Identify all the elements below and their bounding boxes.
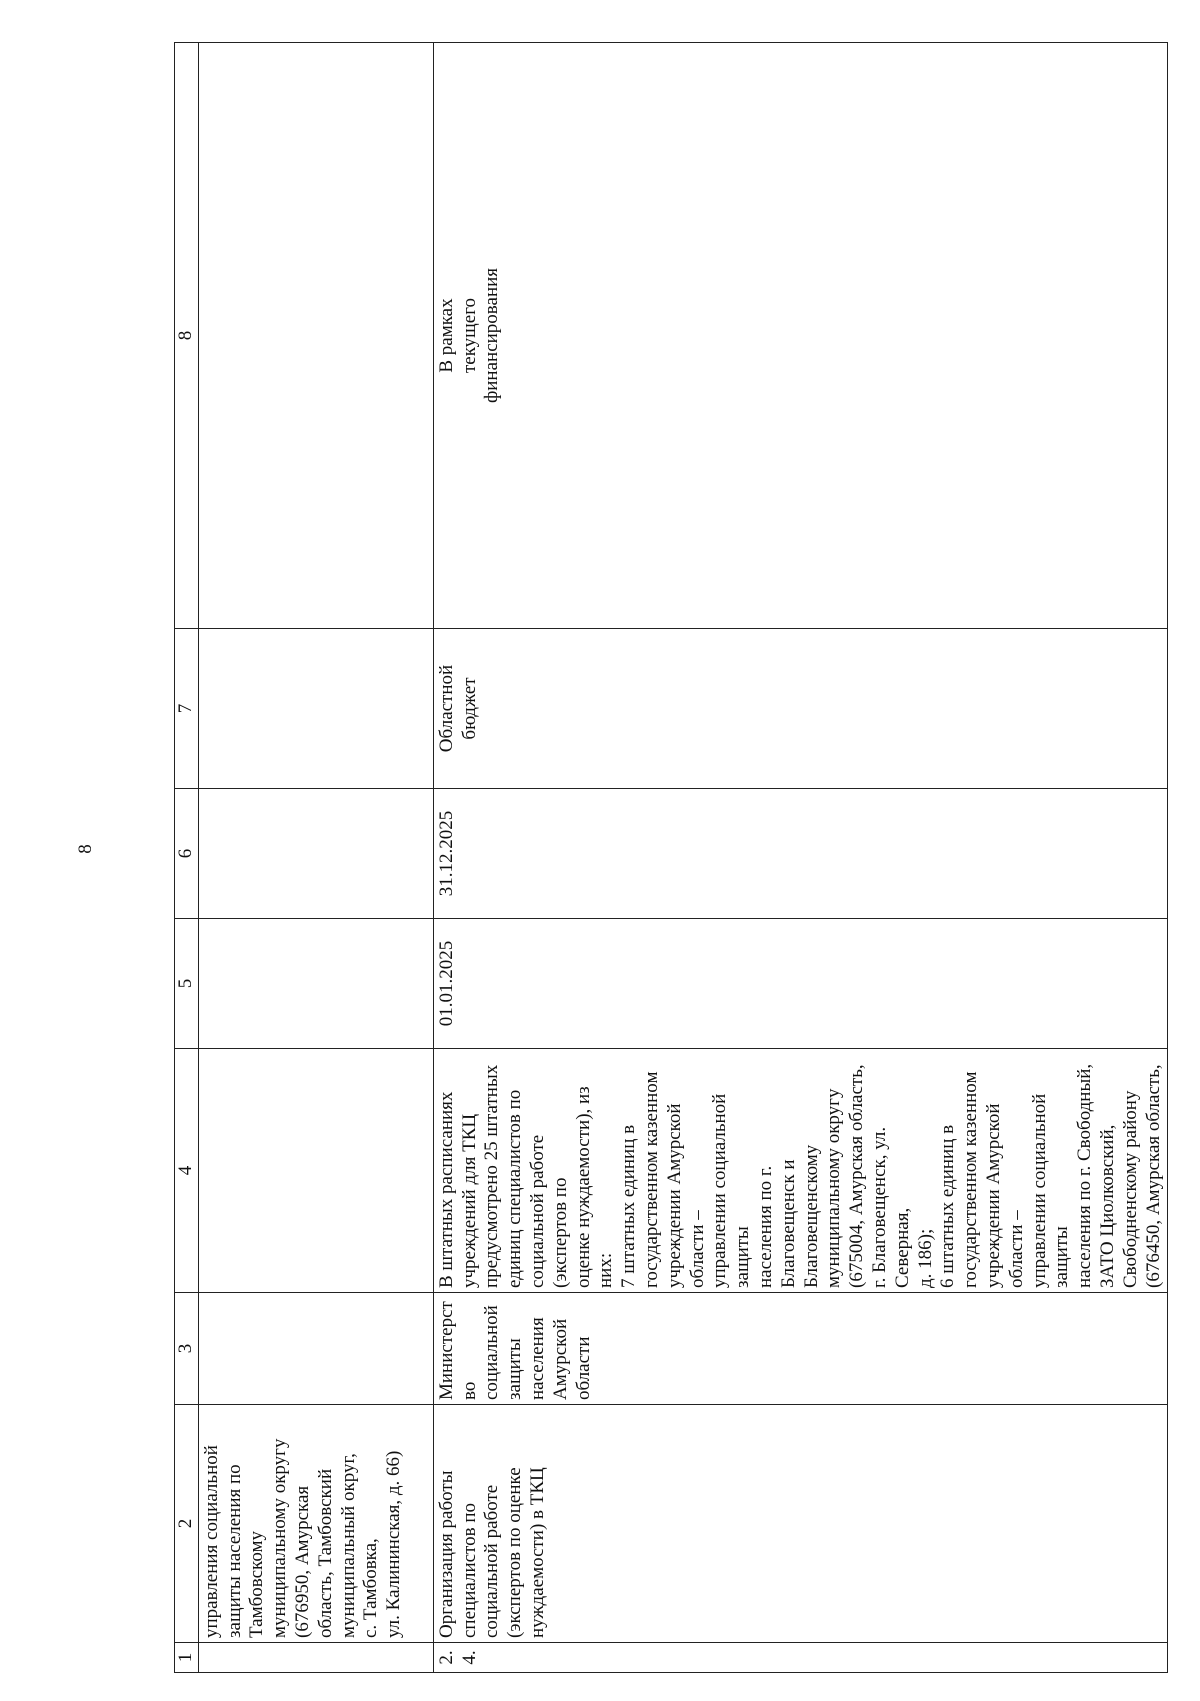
header-col-8: 8 (175, 43, 199, 629)
cell-description: В штатных расписаниях учреждений для ТКЦ предусмотрено 25 штатных единиц специалистов по социальной работе (экспертов по оценке нуждаемости), из них: 7 штатных единиц в государственном казенном учреждении Амурской области – управлении социальной защиты населения по г. Благовещенск и Благовещенскому муниципальному округу (675004, Амурская область, г. Благовещенск, ул. Северная, д. 186); 6 штатных единиц в государственном казенном учреждении Амурской области – управлении социальной защиты населения по г. Свободный, ЗАТО Циолковский, Свободненскому району (676450, Амурская область, (433, 1049, 1168, 1293)
rotated-table-container (174, 43, 1164, 1673)
table-row-2-4 (433, 43, 1168, 1673)
table-header-row (175, 43, 199, 1673)
cell-funding-note: В рамках текущего финансирования (433, 43, 1168, 629)
header-col-5: 5 (175, 919, 199, 1049)
cell-empty (198, 789, 433, 919)
cell-funding-source: Областной бюджет (433, 629, 1168, 789)
cell-empty (198, 1049, 433, 1293)
cell-empty (198, 1293, 433, 1405)
cell-empty (198, 1643, 433, 1673)
header-col-6: 6 (175, 789, 199, 919)
cell-activity: Организация работы специалистов по социальной работе (экспертов по оценке нуждаемости) в ТКЦ (433, 1405, 1168, 1643)
cell-empty (198, 43, 433, 629)
cell-empty (198, 919, 433, 1049)
cell-executor: Министерство социальной защиты населения Амурской области (433, 1293, 1168, 1405)
header-col-7: 7 (175, 629, 199, 789)
header-col-2: 2 (175, 1405, 199, 1643)
activity-plan-table (174, 42, 1168, 1673)
header-col-1: 1 (175, 1643, 199, 1673)
cell-continued-activity: управления социальной защиты населения по Тамбовскому муниципальному округу (676950, Амурская область, Тамбовский муниципальный округ, с. Тамбовка, ул. Калининская, д. 66) (198, 1405, 433, 1643)
cell-end-date: 31.12.2025 (433, 789, 1168, 919)
header-col-3: 3 (175, 1293, 199, 1405)
cell-row-number: 2.4. (433, 1643, 1168, 1673)
cell-empty (198, 629, 433, 789)
table-row-continuation (198, 43, 433, 1673)
header-col-4: 4 (175, 1049, 199, 1293)
page-number: 8 (75, 844, 96, 854)
cell-start-date: 01.01.2025 (433, 919, 1168, 1049)
